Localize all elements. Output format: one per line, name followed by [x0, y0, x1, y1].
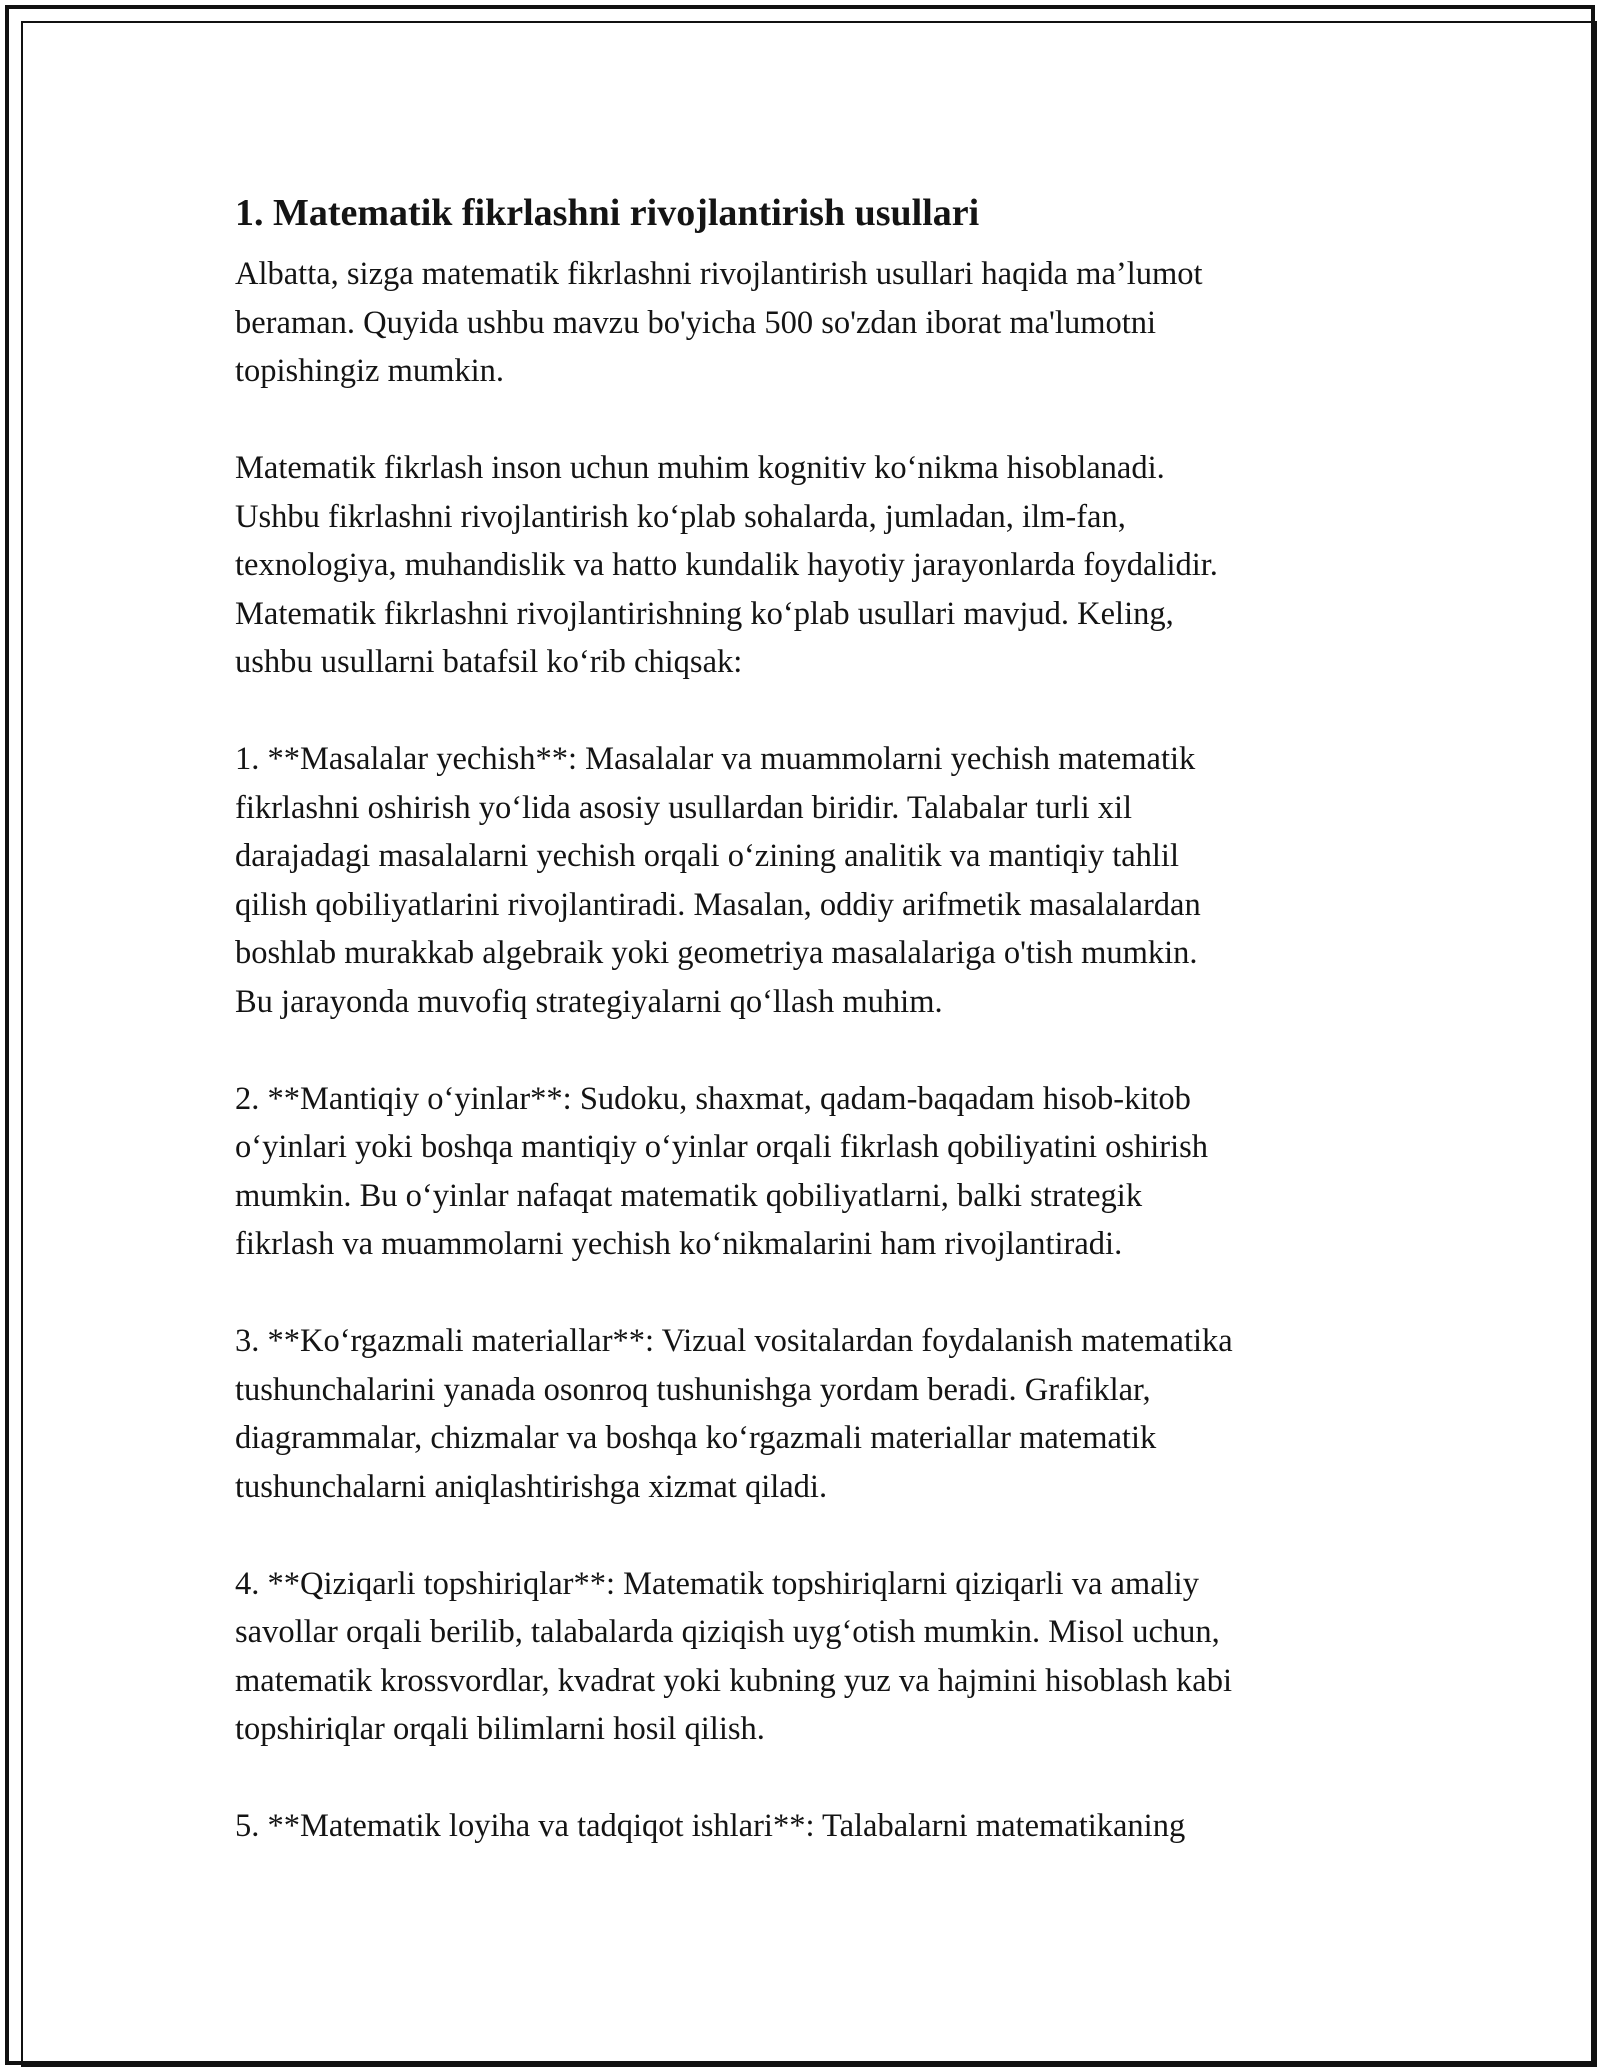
paragraph-item-5	[235, 1802, 1385, 1851]
text-line: Ushbu fikrlashni rivojlantirish ko‘plab sohalarda, jumladan, ilm-fan,	[235, 498, 1126, 535]
text-line: tushunchalarni aniqlashtirishga xizmat qiladi.	[235, 1468, 828, 1505]
text-line: 3. **Ko‘rgazmali materiallar**: Vizual vositalardan foydalanish matematika	[235, 1323, 1233, 1359]
text-line: o‘yinlari yoki boshqa mantiqiy o‘yinlar orqali fikrlash qobiliyatini oshirish	[235, 1129, 1209, 1165]
text-line: boshlab murakkab algebraik yoki geometriya masalalariga o'tish mumkin.	[235, 935, 1198, 971]
paragraph-item-4	[235, 1560, 1385, 1754]
text-line: mumkin. Bu o‘yinlar nafaqat matematik qobiliyatlarni, balki strategik	[235, 1177, 1143, 1214]
text-line: texnologiya, muhandislik va hatto kundalik hayotiy jarayonlarda foydalidir.	[235, 547, 1218, 583]
text-line: beraman. Quyida ushbu mavzu bo'yicha 500 so'zdan iborat ma'lumotni	[235, 304, 1157, 341]
paragraph-overview	[235, 444, 1385, 687]
text-line: fikrlashni oshirish yo‘lida asosiy usullardan biridir. Talabalar turli xil	[235, 789, 1133, 826]
text-line: Matematik fikrlashni rivojlantirishning ko‘plab usullari mavjud. Keling,	[235, 595, 1174, 632]
paragraph-item-2	[235, 1075, 1385, 1269]
text-line: Bu jarayonda muvofiq strategiyalarni qo‘llash muhim.	[235, 983, 943, 1020]
text-line: 5. **Matematik loyiha va tadqiqot ishlari**: Talabalarni matematikaning	[235, 1808, 1186, 1844]
paragraph-item-3	[235, 1317, 1385, 1511]
text-line: topshiriqlar orqali bilimlarni hosil qilish.	[235, 1711, 765, 1747]
text-line: qilish qobiliyatlarini rivojlantiradi. Masalan, oddiy arifmetik masalalardan	[235, 886, 1201, 923]
text-line: savollar orqali berilib, talabalarda qiziqish uyg‘otish mumkin. Misol uchun,	[235, 1614, 1220, 1650]
document-body	[235, 186, 1385, 1851]
text-line: diagrammalar, chizmalar va boshqa ko‘rgazmali materiallar matematik	[235, 1420, 1157, 1456]
text-line: matematik krossvordlar, kvadrat yoki kubning yuz va hajmini hisoblash kabi	[235, 1662, 1232, 1699]
text-line: darajadagi masalalarni yechish orqali o‘zining analitik va mantiqiy tahlil	[235, 838, 1179, 874]
document-heading: 1. Matematik fikrlashni rivojlantirish usullari	[235, 192, 980, 234]
text-line: 4. **Qiziqarli topshiriqlar**: Matematik topshiriqlarni qiziqarli va amaliy	[235, 1565, 1199, 1602]
paragraph-item-1	[235, 735, 1385, 1026]
text-line: 2. **Mantiqiy o‘yinlar**: Sudoku, shaxmat, qadam-baqadam hisob-kitob	[235, 1080, 1191, 1117]
text-line: ushbu usullarni batafsil ko‘rib chiqsak:	[235, 644, 743, 680]
paragraph-intro	[235, 250, 1385, 396]
text-line: Matematik fikrlash inson uchun muhim kognitiv ko‘nikma hisoblanadi.	[235, 450, 1165, 486]
text-line: tushunchalarini yanada osonroq tushunishga yordam beradi. Grafiklar,	[235, 1371, 1151, 1408]
text-line: 1. **Masalalar yechish**: Masalalar va muammolarni yechish matematik	[235, 741, 1196, 777]
text-line: topishingiz mumkin.	[235, 353, 505, 389]
text-line: Albatta, sizga matematik fikrlashni rivojlantirish usullari haqida ma’lumot	[235, 256, 1203, 292]
text-line: fikrlash va muammolarni yechish ko‘nikmalarini ham rivojlantiradi.	[235, 1226, 1123, 1262]
